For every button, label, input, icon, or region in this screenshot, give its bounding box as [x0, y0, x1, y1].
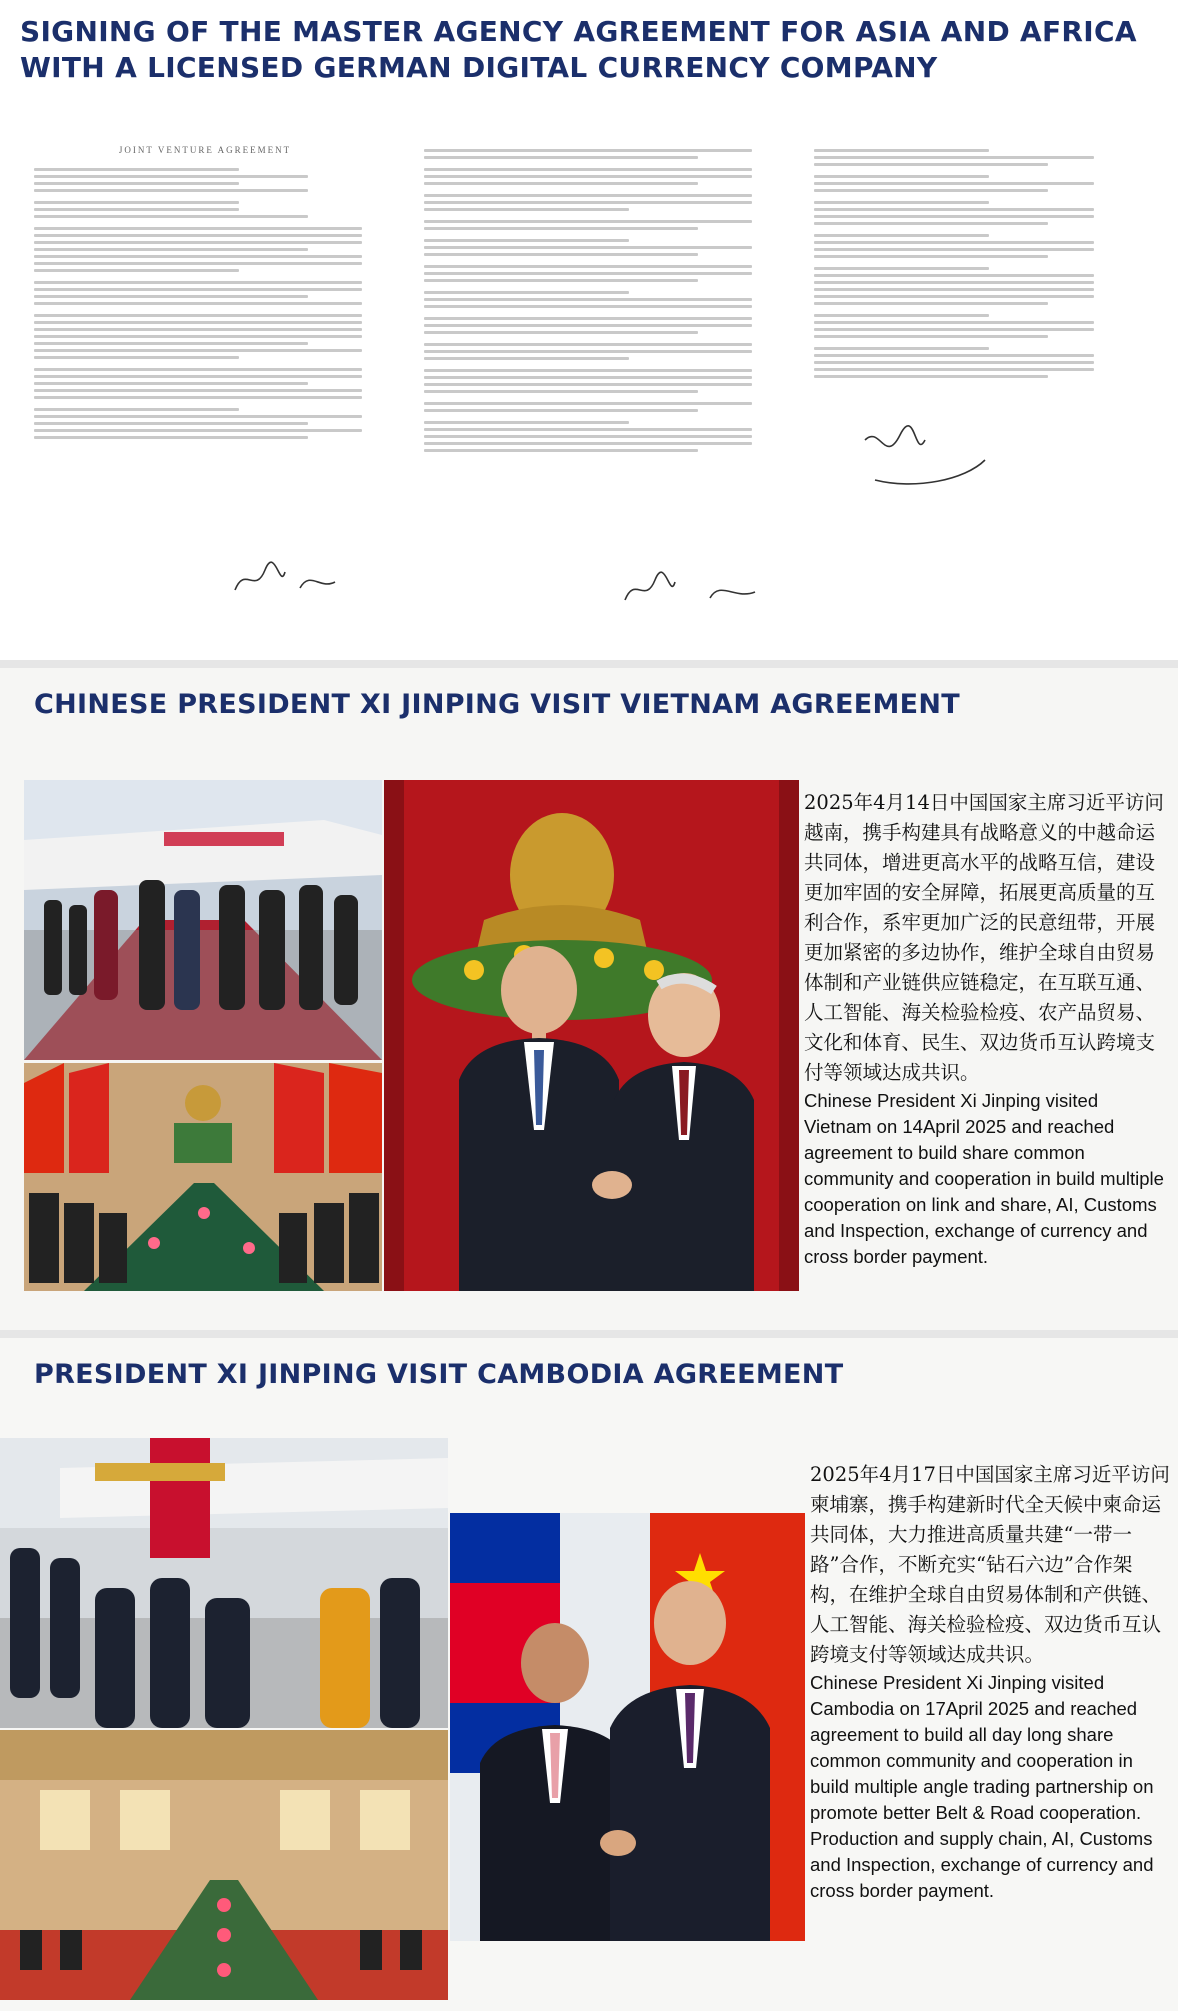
vietnam-text-chinese: 2025年4月14日中国国家主席习近平访问越南，携手构建具有战略意义的中越命运共同体，增进更高水平的战略互信，建设更加牢固的安全屏障，拓展更高质量的互利合作，系牢更加广泛的民意纽带，开展更加紧密的多边协作，维护全球自由贸易体制和产业链供应链稳定，在互联互通、人工智能、海关检验检疫、农产品贸易、文化和体育、民生、双边货币互认跨境支付等领域达成共识。	[804, 791, 1164, 1084]
vietnam-description	[804, 788, 1164, 1270]
photo-cambodia-hall	[0, 1730, 448, 2000]
cambodia-text-english: Chinese President Xi Jinping visited Cambodia on 17April 2025 and reached agreement to build all day long share common community and cooperation in build multiple angle trading partnership on promote better Belt & Road cooperation. Production and supply chain, AI, Customs and Inspection, exchange of currency and cross border payment.	[810, 1672, 1154, 1901]
document-heading: JOINT VENTURE AGREEMENT	[118, 145, 292, 155]
cambodia-description	[810, 1460, 1170, 1904]
section-cambodia-visit	[0, 1330, 1178, 2011]
photo-cambodia-arrival	[0, 1438, 448, 1728]
section-title-cambodia: PRESIDENT XI JINPING VISIT CAMBODIA AGREEMENT	[34, 1359, 844, 1390]
contract-page-1	[20, 130, 390, 630]
section-master-agency-agreement	[0, 0, 1178, 660]
contract-page-2	[410, 130, 780, 630]
contract-page-3	[800, 130, 1120, 630]
photo-vietnam-meeting	[24, 1063, 382, 1291]
signature-3	[855, 420, 995, 500]
section-vietnam-visit	[0, 660, 1178, 1330]
photo-vietnam-handshake	[384, 780, 799, 1291]
section-title-master-agency: SIGNING OF THE MASTER AGENCY AGREEMENT FOR ASIA AND AFRICA WITH A LICENSED GERMAN DIGITAL CURRENCY COMPANY	[20, 15, 1137, 84]
signature-2	[620, 570, 760, 610]
photo-airport-arrival	[24, 780, 382, 1060]
signature-1	[230, 560, 340, 600]
vietnam-text-english: Chinese President Xi Jinping visited Vietnam on 14April 2025 and reached agreement to build share common community and cooperation in build multiple cooperation on link and share, AI, Customs and Inspection, exchange of currency and cross border payment.	[804, 1090, 1164, 1267]
cambodia-text-chinese: 2025年4月17日中国国家主席习近平访问柬埔寨，携手构建新时代全天候中柬命运共同体，大力推进高质量共建“一带一路”合作，不断充实“钻石六边”合作架构，在维护全球自由贸易体制和产供链、人工智能、海关检验检疫、双边货币互认跨境支付等领域达成共识。	[810, 1463, 1170, 1666]
photo-cambodia-handshake	[450, 1513, 805, 1941]
section-title-vietnam: CHINESE PRESIDENT XI JINPING VISIT VIETNAM AGREEMENT	[34, 689, 960, 720]
contract-pages	[20, 130, 1120, 630]
